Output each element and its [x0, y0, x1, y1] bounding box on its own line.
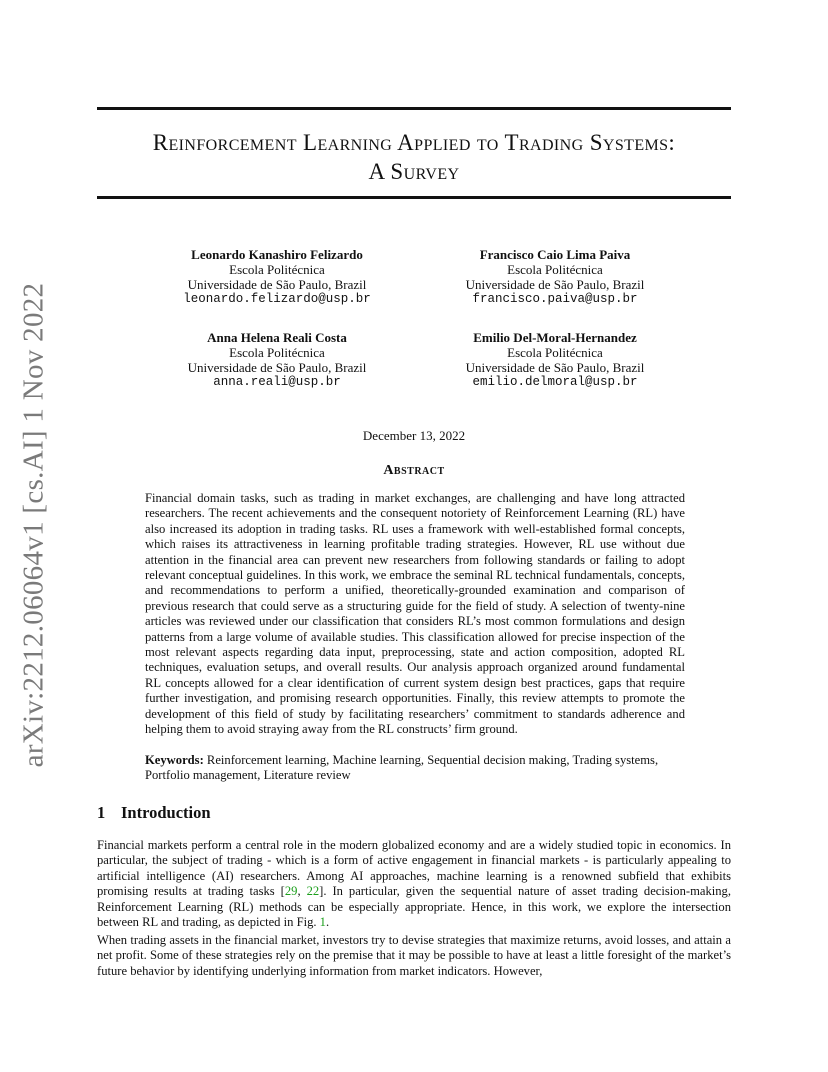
paper-title-line-1: Reinforcement Learning Applied to Trading Systems:: [152, 130, 676, 155]
author-email[interactable]: francisco.paiva@usp.br: [472, 292, 638, 306]
keywords-list: Reinforcement learning, Machine learning, Sequential decision making, Trading systems, Portfolio management, Literature review: [145, 753, 659, 783]
author-email[interactable]: anna.reali@usp.br: [213, 375, 341, 389]
author-name: Francisco Caio Lima Paiva: [479, 247, 631, 262]
author-card: [440, 330, 670, 390]
author-name: Anna Helena Reali Costa: [207, 330, 347, 345]
author-email[interactable]: leonardo.felizardo@usp.br: [183, 292, 371, 306]
publication-date: December 13, 2022: [362, 428, 466, 443]
abstract-heading: Abstract: [383, 463, 445, 478]
author-university: Universidade de São Paulo, Brazil: [465, 360, 645, 375]
arxiv-identifier: arXiv:2212.06064v1 [cs.AI] 1 Nov 2022: [17, 282, 50, 768]
author-email[interactable]: emilio.delmoral@usp.br: [472, 375, 638, 389]
keywords-label: Keywords:: [145, 753, 204, 767]
title-rule-bottom: [97, 196, 731, 199]
citation-link[interactable]: 22: [306, 884, 320, 899]
author-university: Universidade de São Paulo, Brazil: [187, 360, 367, 375]
author-department: Escola Politécnica: [507, 345, 603, 360]
section-number: 1: [97, 803, 106, 822]
author-name: Leonardo Kanashiro Felizardo: [191, 247, 363, 262]
intro-paragraph-1: Financial markets perform a central role in the modern globalized economy and are a widely studied topic in economics. In particular, the subject of trading - which is a form of active engagement in financial markets - is particularly appealing to artificial intelligence (AI) researchers. Among AI approaches, machine learning is a renowned subfield that exhibits promising results at trading tasks [29, 22]. In particular, given the sequential nature of asset trading decision-making, Reinforcement Learning (RL) methods can be especially appropriate. Hence, in this work, we explore the intersection between RL and trading, as depicted in Fig. 1.: [97, 838, 731, 930]
author-university: Universidade de São Paulo, Brazil: [187, 277, 367, 292]
author-block: [97, 247, 731, 397]
arxiv-sidebar-stamp: [14, 282, 54, 768]
section-heading: [97, 803, 211, 823]
author-university: Universidade de São Paulo, Brazil: [465, 277, 645, 292]
citation-link[interactable]: 29: [284, 884, 298, 899]
abstract-body: Financial domain tasks, such as trading in market exchanges, are challenging and have long attracted researchers. The recent achievements and the consequent notoriety of Reinforcement Learning (RL) have also increased its adoption in trading tasks. RL uses a framework with well-established formal concepts, which raises its attractiveness in learning profitable trading strategies. However, RL use without due attention in the financial area can prevent new researchers from following standards or failing to adopt relevant conceptual guidelines. In this work, we embrace the seminal RL technical fundamentals, concepts, and recommendations to perform a unified, theoretically-grounded examination and comparison of previous research that could serve as a structuring guide for the field of study. A selection of twenty-nine articles was reviewed under our classification that considers RL’s most common formulations and design patterns from a large volume of available studies. This classification allowed for precise inspection of the most relevant aspects regarding data input, preprocessing, state and action composition, adopted RL techniques, evaluation setups, and overall results. Our analysis approach organized around fundamental RL concepts allowed for a clear identification of current system design best practices, gaps that require further investigation, and promising research opportunities. Finally, this review attempts to promote the development of this field of study by facilitating researchers’ commitment to standards adherence and helping them to avoid straying away from the RL constructs’ firm ground.: [145, 491, 685, 737]
author-department: Escola Politécnica: [507, 262, 603, 277]
author-card: [162, 247, 392, 307]
keywords: [145, 753, 685, 784]
paper-title-line-2: A Survey: [368, 159, 460, 184]
paper-title: [97, 128, 731, 186]
intro-paragraph-2: When trading assets in the financial market, investors try to devise strategies that maximize returns, avoid losses, and attain a net profit. Some of these strategies rely on the premise that it may be possible to have at least a little foresight of the market’s future behavior by identifying underlying information from market indicators. However,: [97, 933, 731, 978]
paragraph-text: . In particular, given the sequential nature of asset trading decision-making, Reinforcement Learning (RL) methods can be especially appropriate. Hence, in this work, we explore the intersection between RL and trading, as depicted in Fig.: [97, 884, 731, 930]
author-department: Escola Politécnica: [229, 345, 325, 360]
figure-reference-link[interactable]: 1: [319, 915, 326, 930]
author-name: Emilio Del-Moral-Hernandez: [473, 330, 637, 345]
section-title: Introduction: [121, 803, 211, 822]
author-card: [162, 330, 392, 390]
paragraph-text: .: [325, 915, 330, 930]
title-rule-top: [97, 107, 731, 110]
author-card: [440, 247, 670, 307]
paragraph-text: Financial markets perform a central role in the modern globalized economy and are a widely studied topic in economics. In particular, the subject of trading - which is a form of active engagement in financial markets - is particularly appealing to artificial intelligence (AI) researchers. Among AI approaches, machine learning is a renowned subfield that exhibits promising results at trading tasks: [97, 838, 731, 899]
author-department: Escola Politécnica: [229, 262, 325, 277]
citation-separator: ,: [297, 884, 307, 899]
